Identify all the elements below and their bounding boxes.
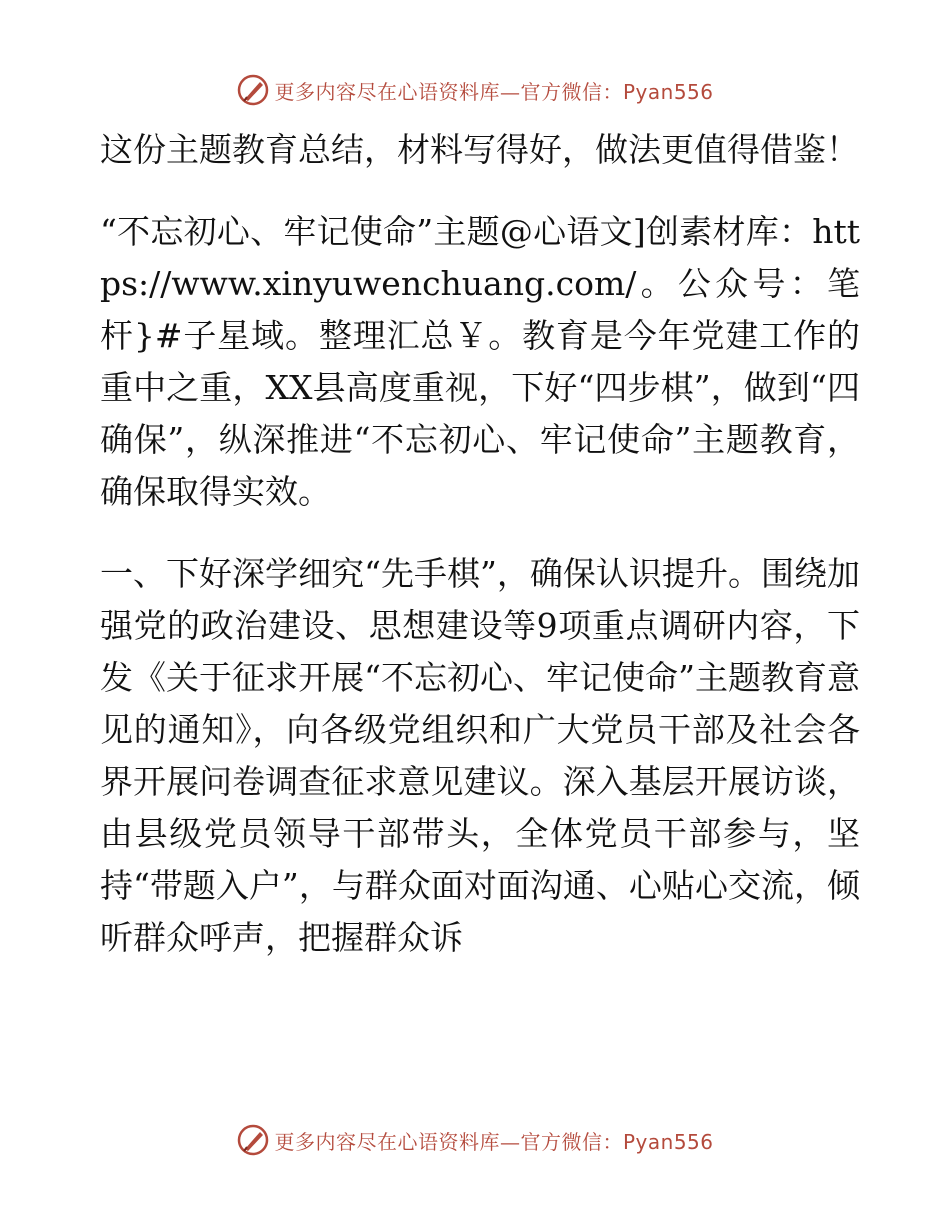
quill-pen-logo-icon [236,73,270,107]
footer-separator: — [499,1129,521,1154]
intro-paragraph: 这份主题教育总结，材料写得好，做法更值得借鉴！ [100,130,859,169]
header-banner [0,70,950,110]
footer-contact-label: 官方微信： [520,1129,623,1154]
header-contact-label: 官方微信： [520,79,623,104]
header-banner-text [274,76,713,105]
header-contact-id: Pyan556 [622,79,714,104]
footer-brand-text: 更多内容尽在心语资料库 [274,1129,500,1154]
document-body [100,118,860,964]
overview-paragraph: “不忘初心、牢记使命”主题@心语文]创素材库：https://www.xinyuwenchuang.com/。公众号：笔杆}#子星域。整理汇总￥。教育是今年党建工作的重中之重，XX县高度重视，下好“四步棋”，做到“四确保”，纵深推进“不忘初心、牢记使命”主题教育，确保取得实效。 [100,212,860,511]
section-one-paragraph: 一、下好深学细究“先手棋”，确保认识提升。围绕加强党的政治建设、思想建设等9项重点调研内容，下发《关于征求开展“不忘初心、牢记使命”主题教育意见的通知》，向各级党组织和广大党员干部及社会各界开展问卷调查征求意见建议。深入基层开展访谈，由县级党员领导干部带头，全体党员干部参与，坚持“带题入户”，与群众面对面沟通、心贴心交流，倾听群众呼声，把握群众诉 [100,554,860,957]
header-separator: — [499,79,521,104]
footer-contact-id: Pyan556 [622,1129,714,1154]
header-brand-text: 更多内容尽在心语资料库 [274,79,500,104]
footer-banner [0,1120,950,1160]
quill-pen-logo-icon [236,1123,270,1157]
footer-banner-text [274,1126,713,1155]
